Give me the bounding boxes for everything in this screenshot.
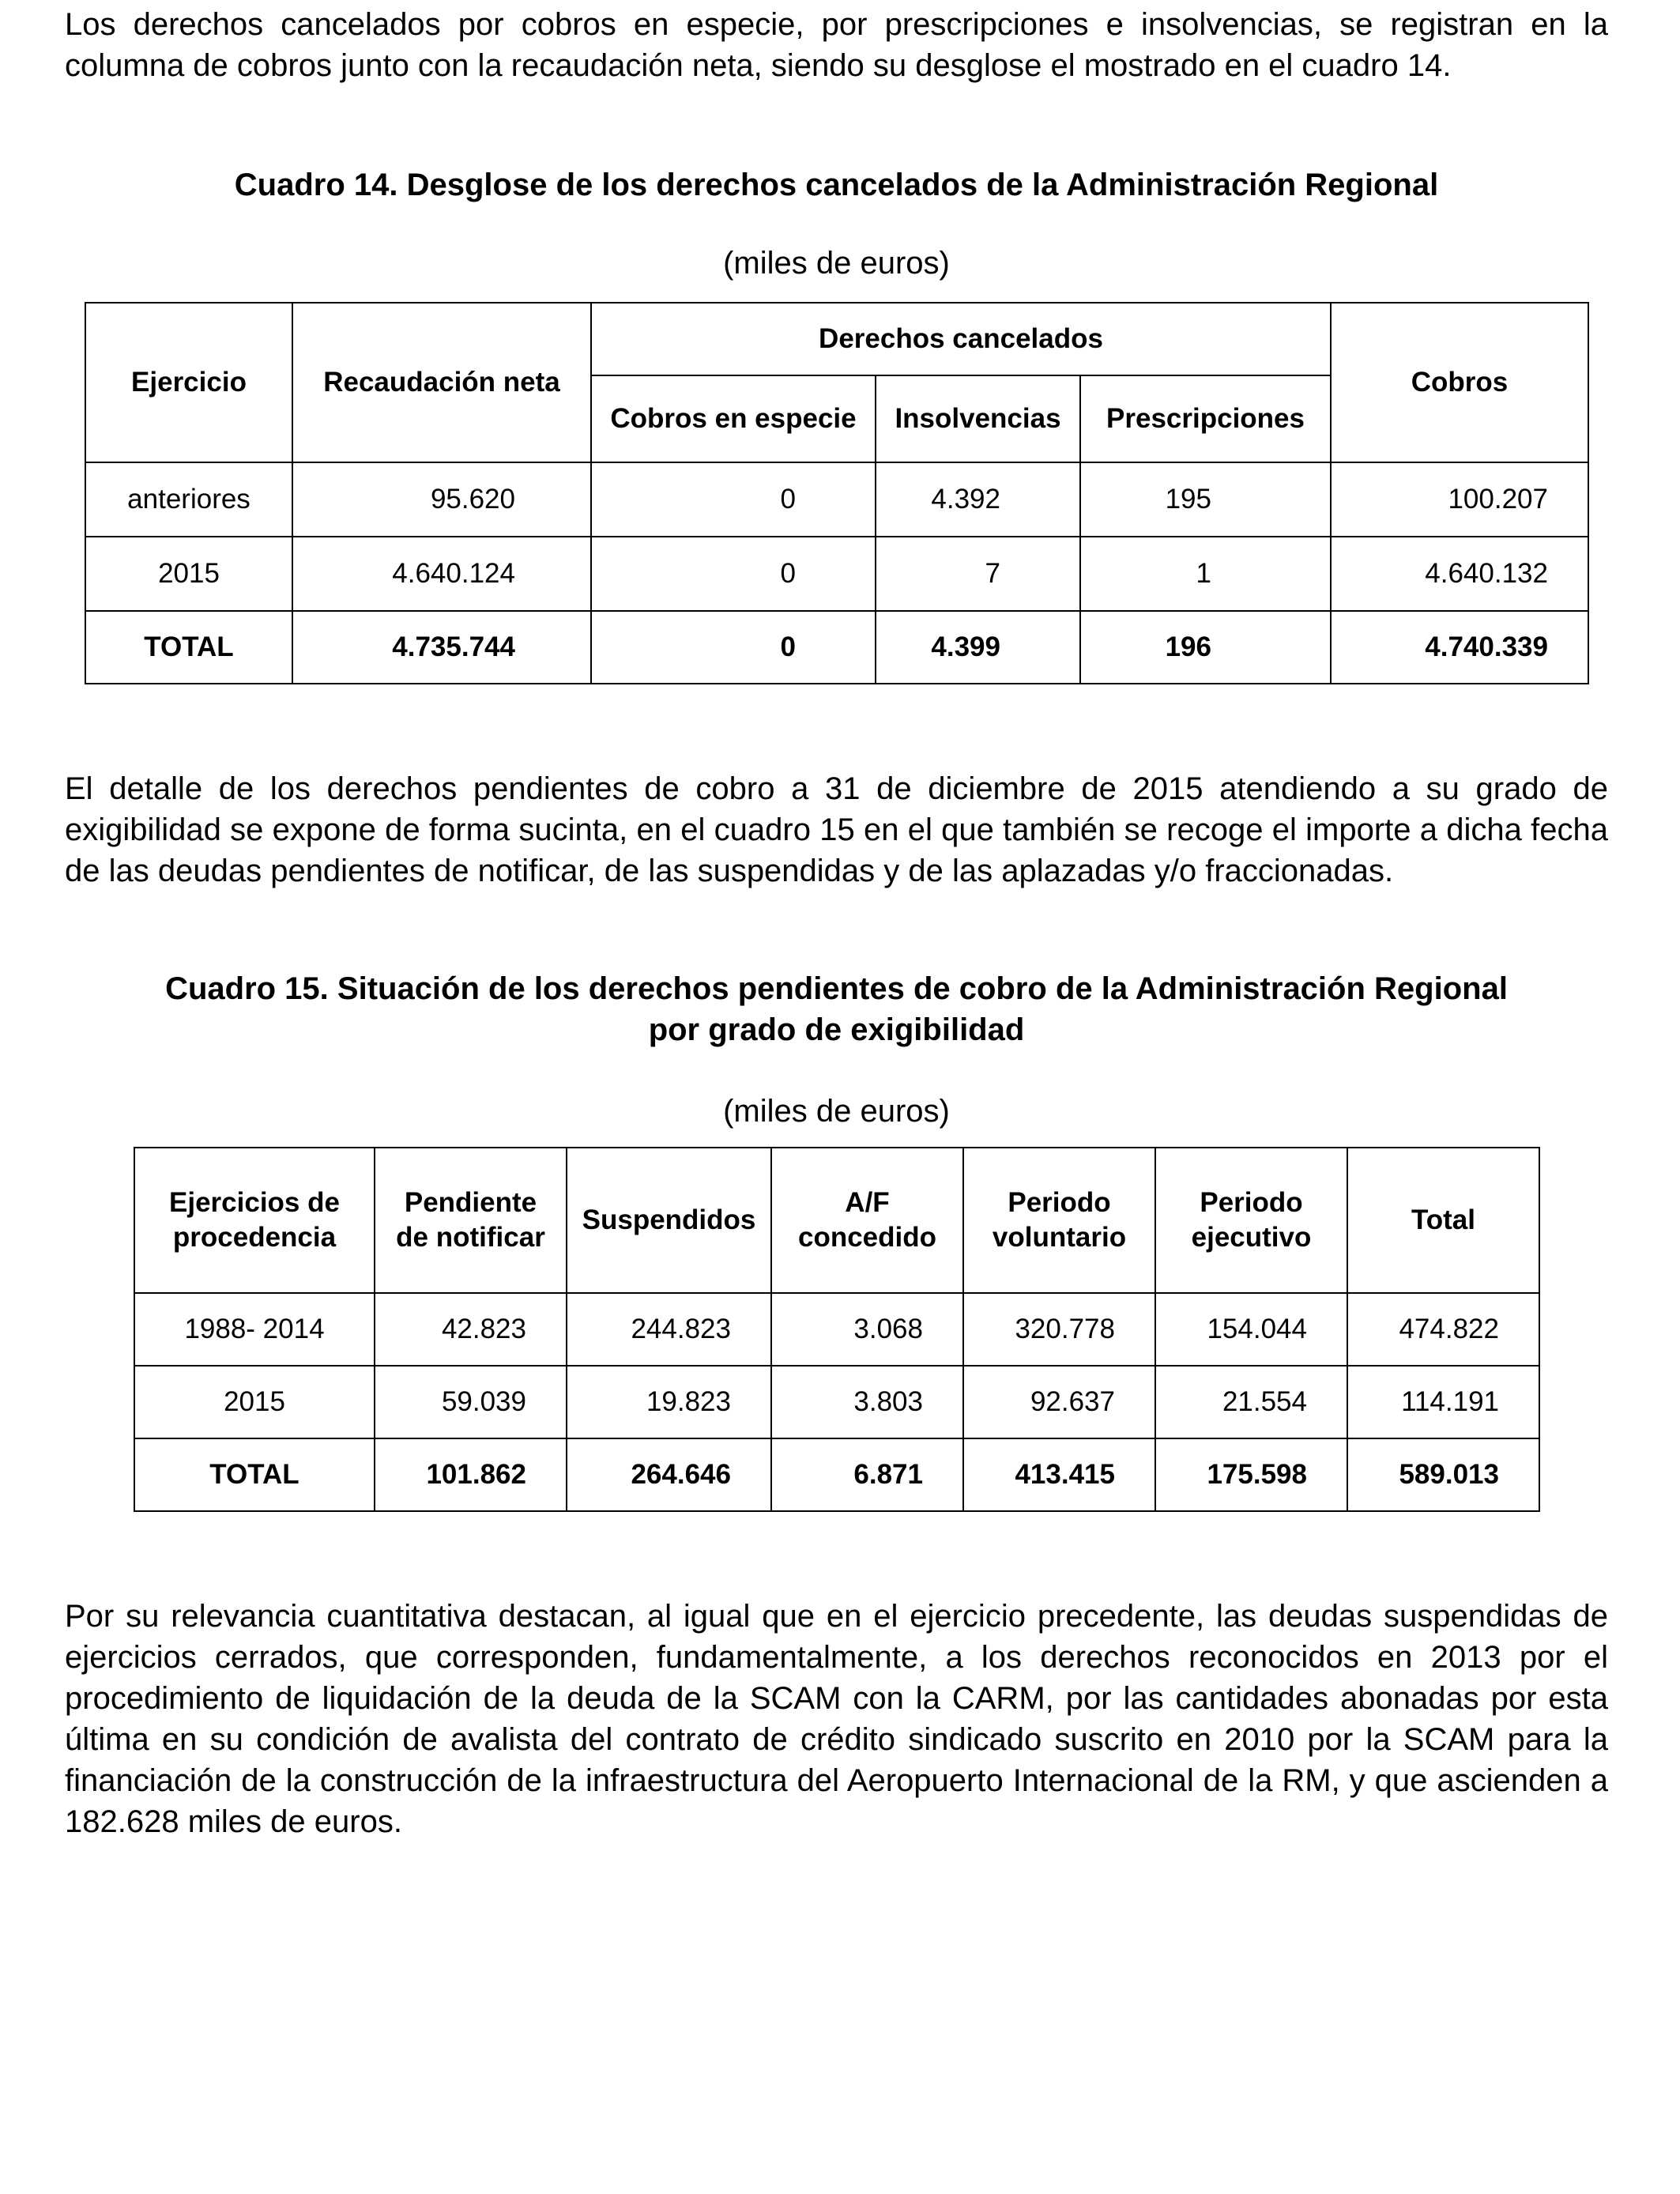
paragraph-conclusion: Por su relevancia cuantitativa destacan, al igual que en el ejercicio precedente, las deudas suspendidas de ejercicios cerrados, que corresponden, fundamentalmente, a los derechos reconocidos en 2013 por el procedimiento de liquidación de la deuda de la SCAM con la CARM, por las cantidades abonadas por esta última en su condición de avalista del contrato de crédito sindicado suscrito en 2010 por la SCAM para la financiación de la construcción de la infraestructura del Aeropuerto Internacional de la RM, y que ascienden a 182.628 miles de euros. <box>65 1599 1608 1839</box>
cell-suspendidos: 264.646 <box>567 1438 771 1511</box>
cell-voluntario: 320.778 <box>963 1293 1155 1366</box>
cuadro15-table <box>134 1147 1540 1512</box>
table-row <box>85 462 1588 537</box>
table-row-total <box>134 1438 1539 1511</box>
cell-prescripciones: 1 <box>1080 537 1331 611</box>
table-row <box>85 537 1588 611</box>
cuadro15-title-line1: Cuadro 15. Situación de los derechos pendientes de cobro de la Administración Regional <box>165 971 1508 1006</box>
cell-ejercicio: 2015 <box>134 1366 375 1438</box>
cell-insolvencias: 4.399 <box>876 611 1080 684</box>
cell-pendiente: 59.039 <box>375 1366 567 1438</box>
cell-voluntario: 92.637 <box>963 1366 1155 1438</box>
cell-ejercicio: TOTAL <box>85 611 292 684</box>
cell-insolvencias: 4.392 <box>876 462 1080 537</box>
table-row <box>134 1366 1539 1438</box>
cell-prescripciones: 196 <box>1080 611 1331 684</box>
cell-ejercicio: anteriores <box>85 462 292 537</box>
header-prescripciones: Prescripciones <box>1080 375 1331 462</box>
cell-suspendidos: 19.823 <box>567 1366 771 1438</box>
cell-ejecutivo: 21.554 <box>1155 1366 1347 1438</box>
cell-af: 3.803 <box>771 1366 963 1438</box>
cell-cobros: 4.740.339 <box>1331 611 1588 684</box>
cuadro15-title-line2: por grado de exigibilidad <box>648 1012 1025 1047</box>
cell-recaudacion: 95.620 <box>292 462 591 537</box>
cell-total: 589.013 <box>1347 1438 1539 1511</box>
cell-ejecutivo: 154.044 <box>1155 1293 1347 1366</box>
cell-especie: 0 <box>591 537 876 611</box>
header-insolvencias: Insolvencias <box>876 375 1080 462</box>
cuadro14-title: Cuadro 14. Desglose de los derechos cancelados de la Administración Regional <box>234 168 1439 202</box>
cell-total: 474.822 <box>1347 1293 1539 1366</box>
cell-recaudacion: 4.735.744 <box>292 611 591 684</box>
cell-prescripciones: 195 <box>1080 462 1331 537</box>
cell-recaudacion: 4.640.124 <box>292 537 591 611</box>
cell-pendiente: 42.823 <box>375 1293 567 1366</box>
cuadro14-unit: (miles de euros) <box>723 246 950 281</box>
paragraph-intro-cuadro15: El detalle de los derechos pendientes de cobro a 31 de diciembre de 2015 atendiendo a su grado de exigibilidad se expone de forma sucinta, en el cuadro 15 en el que también se recoge el importe a dicha fecha de las deudas pendientes de notificar, de las suspendidas y de las aplazadas y/o fraccionadas. <box>65 771 1608 888</box>
header-ejercicio: Ejercicio <box>85 303 292 462</box>
cell-insolvencias: 7 <box>876 537 1080 611</box>
header-recaudacion-neta: Recaudación neta <box>292 303 591 462</box>
cell-pendiente: 101.862 <box>375 1438 567 1511</box>
cell-especie: 0 <box>591 611 876 684</box>
cell-suspendidos: 244.823 <box>567 1293 771 1366</box>
cell-total: 114.191 <box>1347 1366 1539 1438</box>
table-row <box>134 1293 1539 1366</box>
cell-ejecutivo: 175.598 <box>1155 1438 1347 1511</box>
cell-ejercicio: 2015 <box>85 537 292 611</box>
header-derechos-cancelados: Derechos cancelados <box>591 303 1331 375</box>
header-ejercicios-procedencia: Ejercicios de procedencia <box>134 1148 375 1293</box>
cuadro15-unit: (miles de euros) <box>723 1094 950 1129</box>
cell-voluntario: 413.415 <box>963 1438 1155 1511</box>
table-header-row <box>134 1148 1539 1293</box>
header-suspendidos: Suspendidos <box>567 1148 771 1293</box>
header-cobros-en-especie: Cobros en especie <box>591 375 876 462</box>
cell-especie: 0 <box>591 462 876 537</box>
table-header-row <box>85 303 1588 375</box>
table-row-total <box>85 611 1588 684</box>
cell-ejercicio: TOTAL <box>134 1438 375 1511</box>
header-pendiente-notificar: Pendiente de notificar <box>375 1148 567 1293</box>
cell-cobros: 4.640.132 <box>1331 537 1588 611</box>
cell-ejercicio: 1988- 2014 <box>134 1293 375 1366</box>
header-periodo-ejecutivo: Periodo ejecutivo <box>1155 1148 1347 1293</box>
cell-cobros: 100.207 <box>1331 462 1588 537</box>
paragraph-intro-cuadro14: Los derechos cancelados por cobros en especie, por prescripciones e insolvencias, se registran en la columna de cobros junto con la recaudación neta, siendo su desglose el mostrado en el cuadro 14. <box>65 7 1608 83</box>
header-cobros: Cobros <box>1331 303 1588 462</box>
header-af-concedido: A/F concedido <box>771 1148 963 1293</box>
cuadro15-title <box>65 968 1608 1050</box>
cell-af: 3.068 <box>771 1293 963 1366</box>
header-total: Total <box>1347 1148 1539 1293</box>
cell-af: 6.871 <box>771 1438 963 1511</box>
header-periodo-voluntario: Periodo voluntario <box>963 1148 1155 1293</box>
cuadro14-table <box>85 302 1589 684</box>
